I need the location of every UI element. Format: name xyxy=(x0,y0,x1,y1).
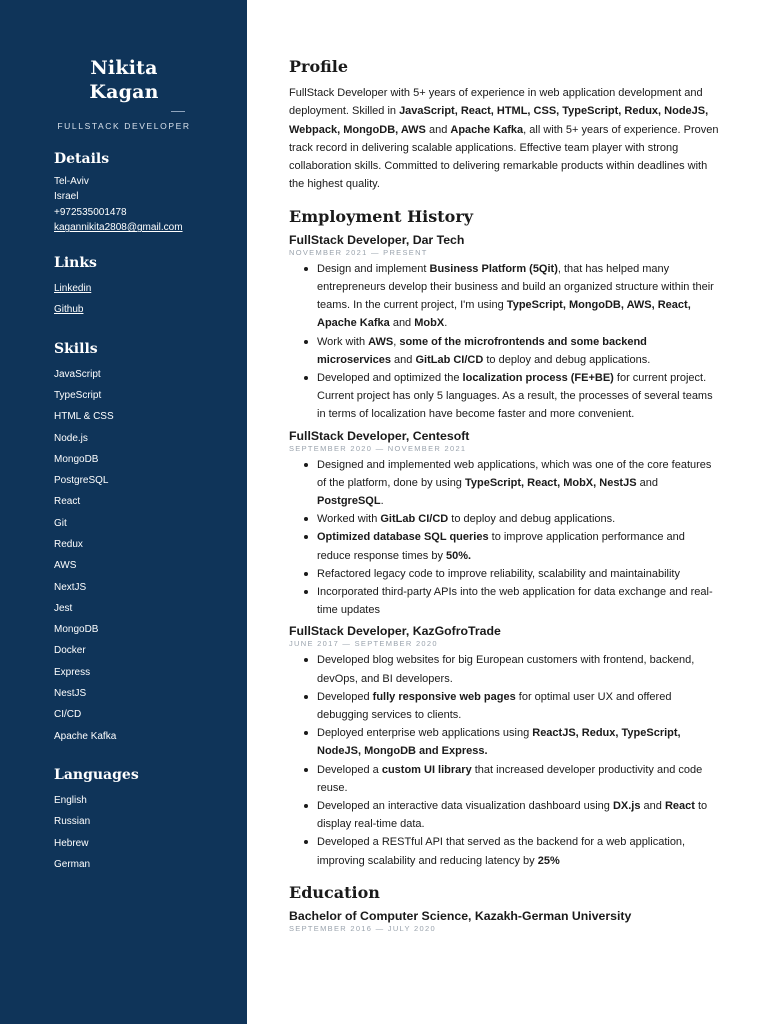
text-run: Design and implement xyxy=(317,262,430,275)
bold-text: localization process (FE+BE) xyxy=(462,372,614,384)
text-run: to deploy and debug applications. xyxy=(448,513,616,526)
skills-heading: Skills xyxy=(54,340,98,357)
bold-text: TypeScript, MongoDB, AWS, React, Apache Kafka xyxy=(317,299,691,330)
detail-phone: +972535001478 xyxy=(54,206,127,218)
bold-text: MobX xyxy=(414,317,445,330)
text-run: Designed and implemented web applications, which was one of the core features of the platform, done by using xyxy=(317,458,712,489)
bold-text: React xyxy=(664,800,695,813)
links-list xyxy=(54,278,247,320)
skill-item: Apache Kafka xyxy=(54,730,117,742)
text-run: Deployed enterprise web applications using xyxy=(317,727,533,740)
text-run: , xyxy=(393,335,400,348)
bullet-item xyxy=(317,797,720,833)
text-run: and xyxy=(425,123,451,136)
bullet-item xyxy=(317,565,720,583)
bold-text: PostgreSQL xyxy=(317,495,381,508)
skill-item: Docker xyxy=(54,645,86,657)
bold-text: custom UI library xyxy=(381,763,472,776)
bold-text: GitLab CI/CD xyxy=(415,353,484,366)
job-title: FullStack Developer, Centesoft xyxy=(289,428,470,443)
text-run: Work with xyxy=(317,335,369,348)
job-dates: JUNE 2017 — SEPTEMBER 2020 xyxy=(289,639,438,649)
text-run: , all with 5+ years of experience. Proven track record in delivering scalable applications. Effective team player with strong collaboration skills. Committed to delivering remarkable products within deadlines with the highest quality. xyxy=(289,123,719,191)
skill-item: NextJS xyxy=(54,581,87,593)
languages-list xyxy=(54,790,247,875)
job-dates: SEPTEMBER 2020 — NOVEMBER 2021 xyxy=(289,443,467,453)
links-heading: Links xyxy=(54,254,97,271)
text-run: and xyxy=(391,353,416,366)
bullet-item xyxy=(317,724,720,760)
text-run: Worked with xyxy=(317,513,381,526)
bold-text: Business Platform (5Qit) xyxy=(429,262,558,275)
bullet-item xyxy=(317,369,720,424)
details-list xyxy=(54,174,247,236)
text-run: . xyxy=(444,317,448,330)
skill-item: Node.js xyxy=(54,432,88,444)
bold-text: fully responsive web pages xyxy=(372,690,516,703)
bold-text: Optimized database SQL queries xyxy=(317,531,489,544)
language-item: English xyxy=(54,794,87,806)
text-run: FullStack Developer with 5+ years of experience in web application development and deployment. Skilled in xyxy=(289,87,703,118)
text-run: Incorporated third-party APIs into the web application for data exchange and real-time updates xyxy=(317,586,713,617)
bullet-item xyxy=(317,510,720,528)
education-dates: SEPTEMBER 2016 — JULY 2020 xyxy=(289,923,436,933)
skill-item: TypeScript xyxy=(54,389,102,401)
text-run: Developed an interactive data visualization dashboard using xyxy=(317,800,613,813)
employment-heading: Employment History xyxy=(289,206,474,226)
skill-item: MongoDB xyxy=(54,453,99,465)
bold-text: 25% xyxy=(537,854,560,867)
job-role: FULLSTACK DEVELOPER xyxy=(57,121,191,131)
job-dates: NOVEMBER 2021 — PRESENT xyxy=(289,247,428,257)
education-entry xyxy=(289,908,720,934)
skills-list xyxy=(54,364,247,747)
text-run: to display real-time data. xyxy=(317,800,708,831)
main-content xyxy=(247,0,768,1024)
job-entry xyxy=(289,428,720,620)
skill-item: NestJS xyxy=(54,688,87,700)
text-run: for current project. Current project has only 5 languages. As a result, the processes of several teams in terms of localization have become faster and more convenient. xyxy=(317,372,713,421)
bullet-item xyxy=(317,688,720,724)
text-run: Developed blog websites for big European customers with frontend, backend, devOps, and BI developers. xyxy=(317,654,695,685)
bullet-item xyxy=(317,651,720,687)
job-bullets xyxy=(289,651,720,869)
job-entry xyxy=(289,232,720,424)
skill-item: HTML & CSS xyxy=(54,411,114,423)
language-item: German xyxy=(54,858,91,870)
job-bullets xyxy=(289,456,720,620)
bold-text: DX.js xyxy=(612,800,641,813)
language-item: Hebrew xyxy=(54,837,89,849)
text-run: Developed a xyxy=(317,763,382,776)
details-heading: Details xyxy=(54,151,110,167)
bullet-item xyxy=(317,833,720,869)
skill-item: Git xyxy=(54,517,67,529)
skill-item: React xyxy=(54,496,81,508)
text-run: to improve application performance and reduce response times by xyxy=(317,531,685,562)
skill-item: CI/CD xyxy=(54,709,82,721)
education-heading: Education xyxy=(289,882,380,902)
name-divider xyxy=(171,111,185,112)
bold-text: some of the microfrontends and some backend microservices xyxy=(317,335,647,366)
detail-country: Israel xyxy=(54,191,79,203)
language-item: Russian xyxy=(54,816,91,828)
bullet-item xyxy=(317,583,720,619)
bullet-item xyxy=(317,761,720,797)
text-run: Refactored legacy code to improve reliability, scalability and maintainability xyxy=(317,567,680,580)
bold-text: AWS xyxy=(368,335,394,348)
job-bullets xyxy=(289,260,720,424)
bullet-item xyxy=(317,528,720,564)
education-list xyxy=(289,908,720,934)
text-run: and xyxy=(636,476,658,489)
skill-item: JavaScript xyxy=(54,368,101,380)
profile-heading: Profile xyxy=(289,57,349,76)
text-run: Developed xyxy=(317,690,373,703)
text-run: , that has helped many entrepreneurs develop their business and build an organized structure within their teams. In the current project, I'm using xyxy=(317,262,714,312)
detail-email-link[interactable]: kagannikita2808@gmail.com xyxy=(54,222,183,234)
profile-summary xyxy=(289,84,720,194)
bold-text: 50%. xyxy=(446,549,472,562)
bold-text: Apache Kafka xyxy=(450,123,524,136)
bold-text: TypeScript, React, MobX, NestJS xyxy=(464,476,637,489)
skill-item: MongoDB xyxy=(54,624,99,636)
detail-city: Tel-Aviv xyxy=(54,176,89,187)
degree-title: Bachelor of Computer Science, Kazakh-German University xyxy=(289,908,632,923)
bold-text: ReactJS, Redux, TypeScript, NodeJS, MongoDB and Express. xyxy=(317,727,681,758)
languages-heading: Languages xyxy=(54,766,139,783)
bullet-item xyxy=(317,456,720,511)
github-link[interactable]: Github xyxy=(54,303,84,315)
bold-text: JavaScript, React, HTML, CSS, TypeScript, Redux, NodeJS, Webpack, MongoDB, AWS xyxy=(289,105,709,136)
text-run: Developed and optimized the xyxy=(317,372,463,384)
text-run: . xyxy=(380,495,384,508)
skill-item: AWS xyxy=(54,560,77,572)
text-run: and xyxy=(640,800,665,813)
skill-item: PostgreSQL xyxy=(54,475,109,487)
skill-item: Redux xyxy=(54,539,83,550)
bullet-item xyxy=(317,260,720,333)
text-run: that increased developer productivity and code reuse. xyxy=(317,763,703,794)
text-run: for optimal user UX and offered debugging services to clients. xyxy=(317,690,672,722)
bullet-item xyxy=(317,333,720,369)
job-entry xyxy=(289,623,720,869)
person-name: Nikita Kagan xyxy=(89,57,159,103)
skill-item: Express xyxy=(54,666,91,678)
text-run: to deploy and debug applications. xyxy=(483,353,651,366)
job-title: FullStack Developer, KazGofroTrade xyxy=(289,624,501,639)
linkedin-link[interactable]: Linkedin xyxy=(54,282,92,294)
skill-item: Jest xyxy=(54,602,73,614)
text-run: Developed a RESTful API that served as the backend for a web application, improving scalability and reducing latency by xyxy=(317,836,686,867)
bold-text: GitLab CI/CD xyxy=(380,513,449,526)
sidebar xyxy=(0,0,247,1024)
text-run: and xyxy=(389,317,415,330)
employment-list xyxy=(289,232,720,870)
job-title: FullStack Developer, Dar Tech xyxy=(289,232,465,247)
